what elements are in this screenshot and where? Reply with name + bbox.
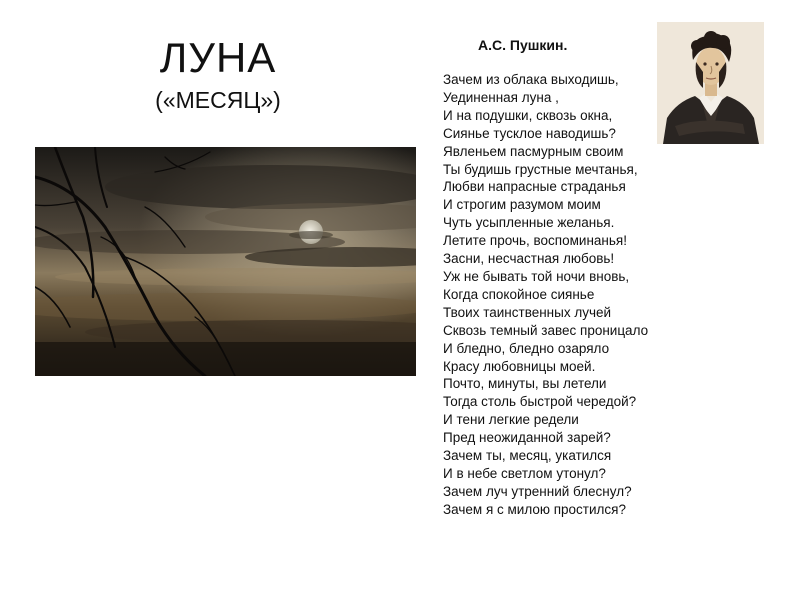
poem-line: Красу любовницы моей. [443, 358, 596, 374]
poem-line: Явленьем пасмурным своим [443, 143, 624, 159]
poem-line: Уж не бывать той ночи вновь, [443, 268, 630, 284]
moon-photo [35, 147, 416, 376]
poem-line: Чуть усыпленные желанья. [443, 215, 615, 231]
poem-text [443, 71, 793, 519]
poem-line: Любви напрасные страданья [443, 179, 626, 195]
poem-line: И тени легкие редели [443, 412, 579, 428]
poem-line: Летите прочь, воспоминанья! [443, 233, 627, 249]
poem-line: Почто, минуты, вы летели [443, 376, 607, 392]
poem-line: И на подушки, сквозь окна, [443, 107, 613, 123]
poem-line: Тогда столь быстрой чередой? [443, 394, 637, 410]
poem-line: Ты будишь грустные мечтанья, [443, 161, 638, 177]
slide-title: ЛУНА [159, 34, 277, 81]
poem-line: И бледно, бледно озаряло [443, 340, 610, 356]
poem-line: И в небе светлом утонул? [443, 465, 606, 481]
poem-line: Засни, несчастная любовь! [443, 251, 615, 267]
poem-line: Когда спокойное сиянье [443, 286, 595, 302]
poem-line: Зачем луч утренний блеснул? [443, 483, 632, 499]
poem-line: Зачем из облака выходишь, [443, 72, 619, 87]
poem-line: Сиянье тусклое наводишь? [443, 125, 616, 141]
poem-line: Сквозь темный завес проницало [443, 322, 649, 338]
poem-line: Зачем ты, месяц, укатился [443, 448, 612, 464]
poem-line: Твоих таинственных лучей [443, 304, 612, 320]
slide-subtitle: («МЕСЯЦ») [155, 87, 281, 113]
poem-line: Зачем я с милою простился? [443, 501, 626, 517]
poem-line: И строгим разумом моим [443, 197, 601, 213]
poem-line: Уединенная луна , [443, 89, 559, 105]
author-name: А.С. Пушкин. [478, 37, 568, 53]
poem-line: Пред неожиданной зарей? [443, 430, 611, 446]
moon-photo-drawing [35, 147, 416, 376]
